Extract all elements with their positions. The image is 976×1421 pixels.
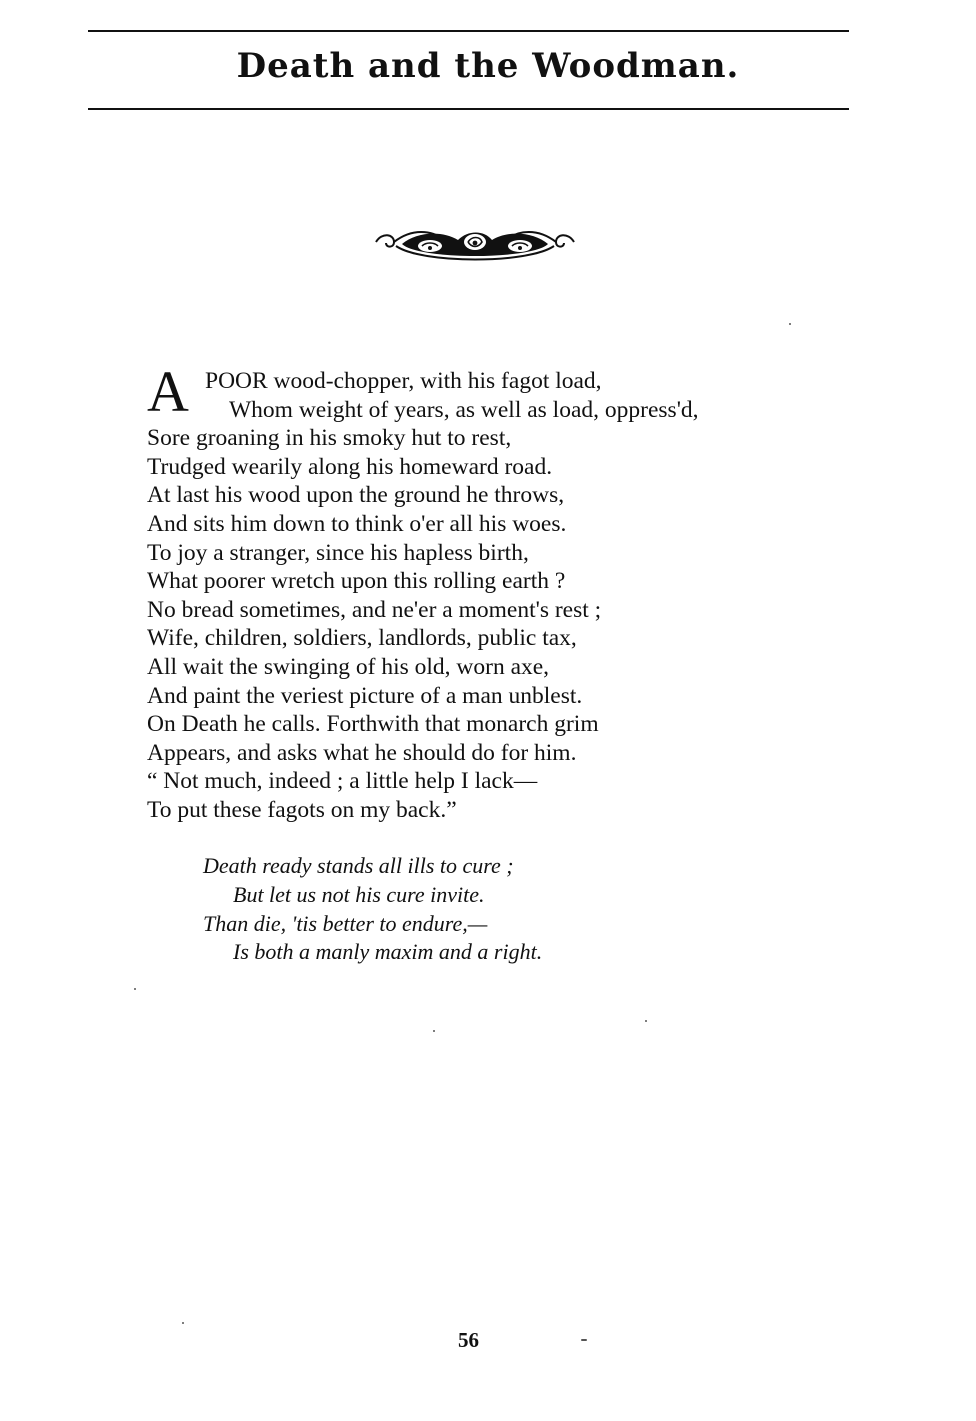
- paper-speck: [134, 988, 136, 990]
- poem-line: “ Not much, indeed ; a little help I lack—: [147, 768, 538, 795]
- poem-body: [147, 367, 847, 825]
- poem-line: Sore groaning in his smoky hut to rest,: [147, 425, 512, 452]
- poem-moral: [203, 852, 843, 967]
- poem-line: POOR wood-chopper, with his fagot load,: [205, 368, 602, 394]
- page-number: 56: [458, 1328, 479, 1352]
- poem-line: On Death he calls. Forthwith that monarch grim: [147, 711, 599, 738]
- moral-line: Is both a manly maxim and a right.: [233, 939, 543, 965]
- poem-line: And paint the veriest picture of a man unblest.: [147, 682, 583, 709]
- poem-line: What poorer wretch upon this rolling earth ?: [147, 568, 566, 595]
- poem-line: Wife, children, soldiers, landlords, public tax,: [147, 625, 577, 652]
- paper-speck: [182, 1322, 184, 1324]
- paper-speck: [581, 1339, 587, 1341]
- poem-line: To joy a stranger, since his hapless birth,: [147, 539, 529, 566]
- poem-line: At last his wood upon the ground he throws,: [147, 482, 565, 509]
- floral-vignette-icon: [372, 220, 578, 268]
- poem-line: To put these fagots on my back.”: [147, 796, 457, 823]
- drop-cap: A: [147, 359, 189, 424]
- header-bottom-rule: [88, 108, 849, 110]
- header-top-rule: [88, 30, 849, 32]
- page-title: Death and the Woodman.: [236, 46, 740, 86]
- moral-line: Death ready stands all ills to cure ;: [203, 853, 514, 878]
- poem-line: And sits him down to think o'er all his woes.: [147, 510, 567, 537]
- paper-speck: [433, 1030, 435, 1032]
- poem-line: Trudged wearily along his homeward road.: [147, 453, 553, 480]
- moral-line: But let us not his cure invite.: [233, 881, 485, 907]
- poem-line: No bread sometimes, and ne'er a moment's rest ;: [147, 596, 602, 623]
- moral-line: Than die, 'tis better to endure,—: [203, 910, 488, 936]
- poem-line: Whom weight of years, as well as load, oppress'd,: [229, 396, 699, 423]
- paper-speck: [789, 323, 791, 325]
- poem-line: Appears, and asks what he should do for him.: [147, 739, 577, 766]
- poem-line: All wait the swinging of his old, worn axe,: [147, 653, 550, 680]
- paper-speck: [645, 1020, 647, 1022]
